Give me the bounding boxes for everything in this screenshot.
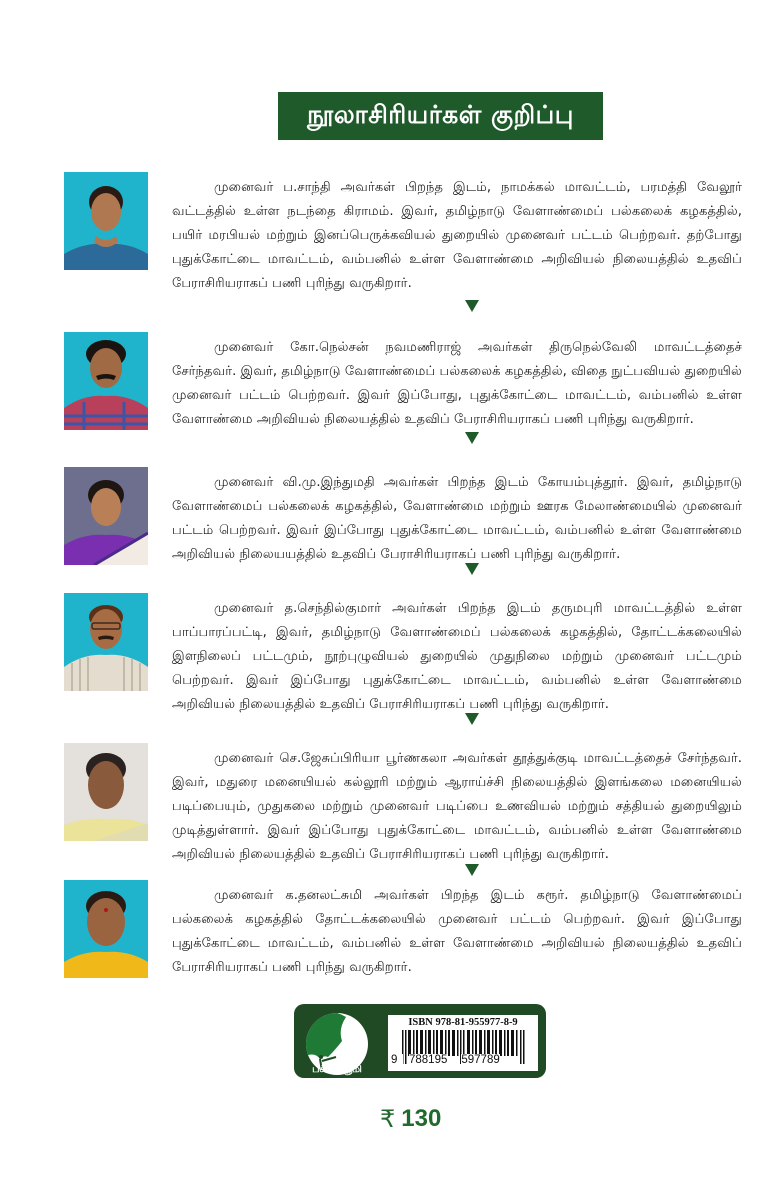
- portrait-icon: [64, 880, 148, 978]
- triangle-down-icon: [465, 563, 479, 575]
- barcode-digit-first: 9: [391, 1054, 403, 1066]
- triangle-down-icon: [465, 864, 479, 876]
- barcode-digits: [388, 1054, 538, 1066]
- rupee-icon: ₹: [380, 1105, 396, 1133]
- portrait-icon: [64, 467, 148, 565]
- barcode-digits-left: 788195: [409, 1054, 448, 1066]
- author-bio: முனைவர் செ.ஜேசுப்பிரியா பூர்ணகலா அவர்கள் தூத்துக்குடி மாவட்டத்தைச் சேர்ந்தவர். இவர், மதுரை மனையியல் கல்லூரி மற்றும் ஆராய்ச்சி நிலையத்தில் இளங்கலை மனையியல் படிப்பையும், முதுகலை மற்றும் முனைவர் படிப்பை உணவியல் மற்றும் சத்தியல் துறையிலும் முடித்துள்ளார். இவர் இப்போது புதுக்கோட்டை மாவட்டம், வம்பனில் உள்ள வேளாண்மை அறிவியல் நிலையத்தில் உதவிப் பேராசிரியராகப் பணி புரிந்து வருகிறார்.: [172, 751, 742, 862]
- barcode-digits-right: 597789: [461, 1054, 500, 1066]
- author-photo: [64, 467, 148, 565]
- triangle-down-icon: [465, 300, 479, 312]
- portrait-icon: [64, 332, 148, 430]
- portrait-icon: [64, 743, 148, 841]
- author-photo: [64, 880, 148, 978]
- author-bio: முனைவர் த.செந்தில்குமார் அவர்கள் பிறந்த இடம் தருமபுரி மாவட்டத்தில் உள்ள பாப்பாரப்பட்டி, இவர், தமிழ்நாடு வேளாண்மைப் பல்கலைக் கழகத்தில், தோட்டக்கலையில் இளநிலைப் பட்டமும், நூற்புழுவியல் துறையில் முதுநிலை மற்றும் முனைவர் பட்டமும் பெற்றவர். இவர் இப்போது புதுக்கோட்டை மாவட்டம், வம்பனில் உள்ள வேளாண்மை அறிவியல் நிலையத்தில் உதவிப் பேராசிரியராகப் பணி புரிந்து வருகிறார்.: [172, 601, 742, 712]
- publisher-isbn-badge: [294, 1004, 546, 1078]
- author-bio: முனைவர் கோ.நெல்சன் நவமணிராஜ் அவர்கள் திருநெல்வேலி மாவட்டத்தைச் சேர்ந்தவர். இவர், தமிழ்நாடு வேளாண்மைப் பல்கலைக் கழகத்தில், விதை நுட்பவியல் துறையில் முனைவர் பட்டம் பெற்றவர். இவர் இப்போது, புதுக்கோட்டை மாவட்டம், வம்பனில் உள்ள வேளாண்மை அறிவியல் நிலையத்தில் உதவிப் பேராசிரியராகப் பணி புரிந்து வருகிறார்.: [172, 340, 742, 427]
- author-photo: [64, 593, 148, 691]
- triangle-down-icon: [465, 432, 479, 444]
- triangle-down-icon: [465, 713, 479, 725]
- author-photo: [64, 743, 148, 841]
- price-amount: 130: [401, 1105, 442, 1132]
- page-title: நூலாசிரியர்கள் குறிப்பு: [278, 92, 603, 140]
- price: [380, 1105, 480, 1133]
- author-photo: [64, 172, 148, 270]
- isbn-barcode: [388, 1015, 538, 1071]
- portrait-icon: [64, 172, 148, 270]
- author-bio: முனைவர் ப.சாந்தி அவர்கள் பிறந்த இடம், நாமக்கல் மாவட்டம், பரமத்தி வேலூர் வட்டத்தில் உள்ள நடந்தை கிராமம். இவர், தமிழ்நாடு வேளாண்மைப் பல்கலைக் கழகத்தில், பயிர் மரபியல் மற்றும் இனப்பெருக்கவியல் துறையில் முனைவர் பட்டம் பெற்றவர். தற்போது புதுக்கோட்டை மாவட்டம், வம்பனில் உள்ள வேளாண்மை அறிவியல் நிலையத்தில் உதவிப் பேராசிரியராகப் பணி புரிந்து வருகிறார்.: [172, 180, 742, 291]
- isbn-label: ISBN 978-81-955977-8-9: [408, 1017, 518, 1028]
- author-bio: முனைவர் வி.மு.இந்துமதி அவர்கள் பிறந்த இடம் கோயம்புத்தூர். இவர், தமிழ்நாடு வேளாண்மைப் பல்கலைக் கழகத்தில், வேளாண்மை மற்றும் ஊரக மேலாண்மையில் முனைவர் பட்டம் பெற்றவர். இவர் இப்போது புதுக்கோட்டை மாவட்டம், வம்பனில் உள்ள வேளாண்மை அறிவியல் நிலையயத்தில் உதவிப் பேராசிரியராகப் பணி புரிந்து வருகிறார்.: [172, 475, 742, 562]
- portrait-icon: [64, 593, 148, 691]
- author-bio: முனைவர் க.தனலட்சுமி அவர்கள் பிறந்த இடம் கரூர். தமிழ்நாடு வேளாண்மைப் பல்கலைக் கழகத்தில் தோட்டக்கலையில் முனைவர் பட்டம் பெற்றவர். இவர் இப்போது புதுக்கோட்டை மாவட்டம், வம்பனில் உள்ள வேளாண்மை அறிவியல் நிலையத்தில் உதவிப் பேராசிரியராகப் பணி புரிந்து வருகிறார்.: [172, 888, 742, 975]
- author-photo: [64, 332, 148, 430]
- publisher-name: பச்சை பூமி: [312, 1064, 362, 1075]
